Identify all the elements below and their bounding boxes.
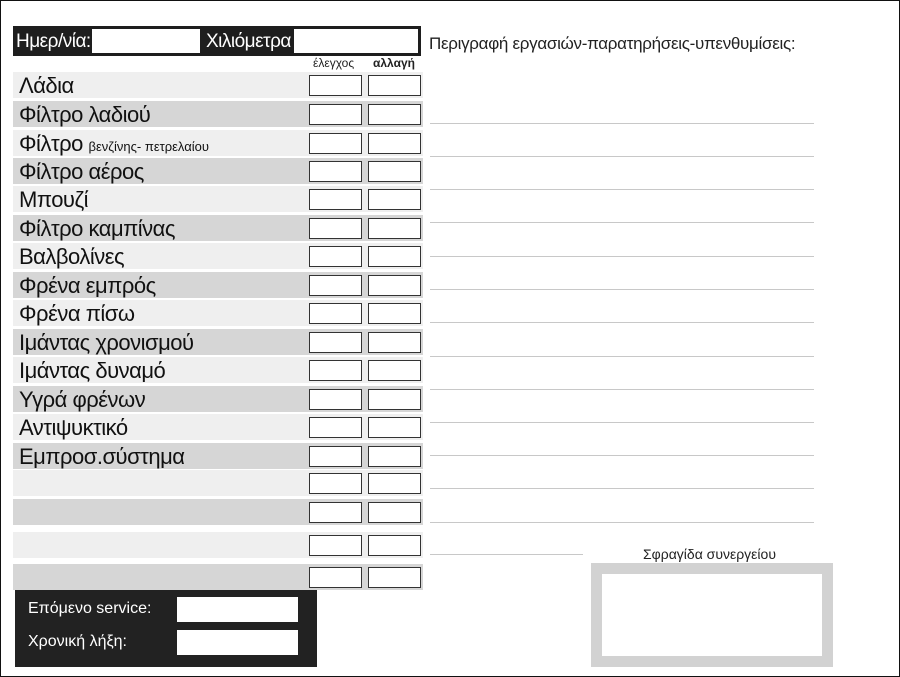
row-label xyxy=(19,415,128,441)
row-label-text: Φρένα πίσω xyxy=(19,301,135,326)
writing-line xyxy=(430,156,814,157)
checklist-row xyxy=(13,532,423,558)
change-box[interactable] xyxy=(368,189,421,210)
writing-line xyxy=(430,488,814,489)
check-column-header: έλεγχος xyxy=(313,56,355,70)
check-box[interactable] xyxy=(309,246,362,267)
row-label-text: Φίλτρο λαδιού xyxy=(19,102,151,127)
row-label-text: Λάδια xyxy=(19,73,74,98)
date-field[interactable] xyxy=(92,29,200,53)
row-label-text: Αντιψυκτικό xyxy=(19,415,128,440)
stamp-area[interactable] xyxy=(602,574,822,656)
writing-line xyxy=(430,554,583,555)
change-box[interactable] xyxy=(368,473,421,494)
checklist-row xyxy=(13,564,423,590)
row-label xyxy=(19,301,135,327)
checklist-row xyxy=(13,329,423,355)
writing-line xyxy=(430,455,814,456)
row-label xyxy=(19,244,124,270)
checklist-row xyxy=(13,386,423,412)
checklist-row xyxy=(13,101,423,127)
writing-line xyxy=(430,189,814,190)
checklist-row xyxy=(13,357,423,383)
check-box[interactable] xyxy=(309,189,362,210)
expiry-field[interactable] xyxy=(177,630,298,655)
checklist-row xyxy=(13,470,423,496)
header-bar xyxy=(13,26,421,56)
check-box[interactable] xyxy=(309,104,362,125)
change-box[interactable] xyxy=(368,133,421,154)
writing-line xyxy=(430,356,814,357)
stamp-box xyxy=(591,563,833,667)
writing-line xyxy=(430,422,814,423)
row-label-text: Εμπροσ.σύστημα xyxy=(19,444,185,469)
next-service-field[interactable] xyxy=(177,597,298,622)
writing-line xyxy=(430,256,814,257)
row-label-subtext: βενζίνης- πετρελαίου xyxy=(88,139,209,154)
change-box[interactable] xyxy=(368,535,421,556)
next-service-label: Επόμενο service: xyxy=(28,600,152,617)
change-column-header: αλλαγή xyxy=(373,56,415,70)
checklist-row xyxy=(13,443,423,469)
change-box[interactable] xyxy=(368,389,421,410)
change-box[interactable] xyxy=(368,161,421,182)
change-box[interactable] xyxy=(368,303,421,324)
stamp-title: Σφραγίδα συνεργείου xyxy=(643,546,776,562)
change-box[interactable] xyxy=(368,502,421,523)
checklist-row xyxy=(13,130,423,156)
writing-line xyxy=(430,322,814,323)
expiry-label: Χρονική λήξη: xyxy=(28,633,127,650)
change-box[interactable] xyxy=(368,360,421,381)
checklist-row xyxy=(13,72,423,98)
writing-line xyxy=(430,389,814,390)
change-box[interactable] xyxy=(368,446,421,467)
checklist-row xyxy=(13,215,423,241)
checklist-row xyxy=(13,186,423,212)
check-box[interactable] xyxy=(309,303,362,324)
change-box[interactable] xyxy=(368,104,421,125)
change-box[interactable] xyxy=(368,75,421,96)
check-box[interactable] xyxy=(309,535,362,556)
checklist-row xyxy=(13,243,423,269)
check-box[interactable] xyxy=(309,218,362,239)
row-label-text: Ιμάντας δυναμό xyxy=(19,358,166,383)
check-box[interactable] xyxy=(309,75,362,96)
row-label xyxy=(19,187,88,213)
check-box[interactable] xyxy=(309,446,362,467)
check-box[interactable] xyxy=(309,332,362,353)
check-box[interactable] xyxy=(309,275,362,296)
check-box[interactable] xyxy=(309,360,362,381)
description-title: Περιγραφή εργασιών-παρατηρήσεις-υπενθυμίσεις: xyxy=(429,34,796,53)
row-label-text: Φρένα εμπρός xyxy=(19,273,156,298)
row-label-text: Φίλτρο xyxy=(19,131,83,156)
change-box[interactable] xyxy=(368,567,421,588)
change-box[interactable] xyxy=(368,275,421,296)
row-label xyxy=(19,216,175,242)
row-label-text: Βαλβολίνες xyxy=(19,244,125,269)
check-box[interactable] xyxy=(309,473,362,494)
row-label xyxy=(19,102,150,128)
change-box[interactable] xyxy=(368,417,421,438)
row-label xyxy=(19,131,209,157)
km-field[interactable] xyxy=(294,29,418,53)
row-label xyxy=(19,159,144,185)
next-service-panel xyxy=(15,590,317,667)
checklist-row xyxy=(13,300,423,326)
change-box[interactable] xyxy=(368,218,421,239)
row-label-text: Υγρά φρένων xyxy=(19,387,146,412)
row-label xyxy=(19,330,194,356)
date-label: Ημερ/νία: xyxy=(16,31,91,52)
row-label xyxy=(19,387,145,413)
checklist-row xyxy=(13,158,423,184)
row-label-text: Φίλτρο καμπίνας xyxy=(19,216,176,241)
change-box[interactable] xyxy=(368,332,421,353)
checklist-row xyxy=(13,414,423,440)
row-label xyxy=(19,273,156,299)
km-label: Χιλιόμετρα xyxy=(206,31,291,52)
row-label-text: Ιμάντας χρονισμού xyxy=(19,330,194,355)
checklist-row xyxy=(13,499,423,525)
check-box[interactable] xyxy=(309,417,362,438)
check-box[interactable] xyxy=(309,133,362,154)
change-box[interactable] xyxy=(368,246,421,267)
writing-line xyxy=(430,123,814,124)
checklist-row xyxy=(13,272,423,298)
row-label xyxy=(19,444,184,470)
row-label-text: Φίλτρο αέρος xyxy=(19,159,144,184)
check-box[interactable] xyxy=(309,567,362,588)
writing-line xyxy=(430,222,814,223)
row-label xyxy=(19,73,74,99)
writing-line xyxy=(430,522,814,523)
check-box[interactable] xyxy=(309,502,362,523)
row-label xyxy=(19,358,165,384)
check-box[interactable] xyxy=(309,389,362,410)
row-label-text: Μπουζί xyxy=(19,187,89,212)
check-box[interactable] xyxy=(309,161,362,182)
writing-line xyxy=(430,289,814,290)
